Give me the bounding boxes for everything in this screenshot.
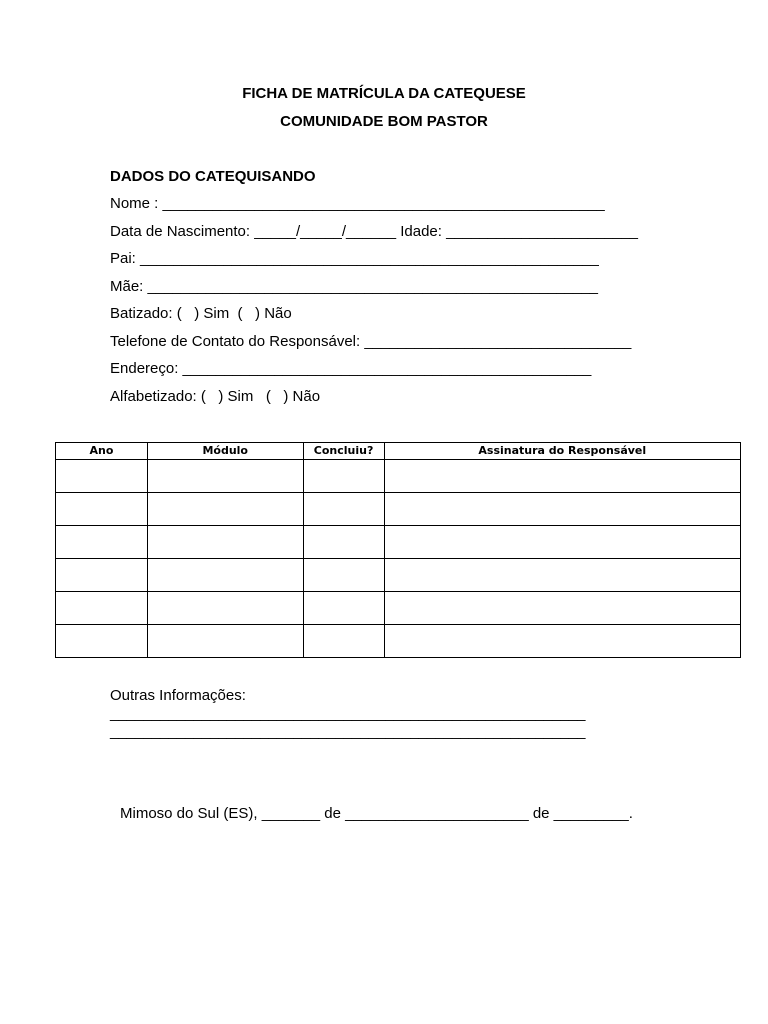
table-header-row bbox=[56, 443, 741, 460]
table-cell bbox=[56, 526, 148, 559]
other-info-line: _________________________________________________________ bbox=[110, 723, 586, 740]
table-cell bbox=[147, 460, 303, 493]
table-row bbox=[56, 493, 741, 526]
table-row bbox=[56, 625, 741, 658]
table-cell bbox=[56, 592, 148, 625]
other-info-line: _________________________________________________________ bbox=[110, 705, 586, 722]
table-cell bbox=[384, 559, 740, 592]
table-cell bbox=[56, 460, 148, 493]
community-subtitle: COMUNIDADE BOM PASTOR bbox=[280, 113, 488, 130]
table-cell bbox=[303, 592, 384, 625]
table-cell bbox=[384, 625, 740, 658]
table-cell bbox=[147, 526, 303, 559]
table-cell bbox=[147, 592, 303, 625]
literate-field: Alfabetizado: ( ) Sim ( ) Não bbox=[110, 388, 321, 405]
table-cell bbox=[384, 493, 740, 526]
baptized-field: Batizado: ( ) Sim ( ) Não bbox=[110, 305, 292, 322]
table-row bbox=[56, 559, 741, 592]
table-cell bbox=[56, 559, 148, 592]
table-cell bbox=[56, 625, 148, 658]
table-cell bbox=[303, 493, 384, 526]
form-title: FICHA DE MATRÍCULA DA CATEQUESE bbox=[242, 85, 526, 102]
section-heading: DADOS DO CATEQUISANDO bbox=[110, 168, 316, 185]
column-header-signature: Assinatura do Responsável bbox=[384, 443, 740, 460]
table-cell bbox=[384, 526, 740, 559]
father-field: Pai: _______________________________________________________ bbox=[110, 250, 599, 267]
table-cell bbox=[56, 493, 148, 526]
table-cell bbox=[303, 625, 384, 658]
table-cell bbox=[303, 559, 384, 592]
column-header-module: Módulo bbox=[147, 443, 303, 460]
table-row bbox=[56, 526, 741, 559]
column-header-completed: Concluiu? bbox=[303, 443, 384, 460]
table-row bbox=[56, 592, 741, 625]
address-field: Endereço: _________________________________________________ bbox=[110, 360, 592, 377]
table-cell bbox=[147, 559, 303, 592]
table-cell bbox=[303, 526, 384, 559]
table-row bbox=[56, 460, 741, 493]
birthdate-age-field: Data de Nascimento: _____/_____/______ Idade: _______________________ bbox=[110, 223, 638, 240]
table-cell bbox=[303, 460, 384, 493]
mother-field: Mãe: ______________________________________________________ bbox=[110, 278, 598, 295]
enrollment-table bbox=[55, 442, 741, 658]
place-date-line: Mimoso do Sul (ES), _______ de ______________________ de _________. bbox=[120, 805, 633, 822]
other-info-label: Outras Informações: bbox=[110, 687, 246, 704]
name-field: Nome : _____________________________________________________ bbox=[110, 195, 605, 212]
table-cell bbox=[147, 625, 303, 658]
table-cell bbox=[384, 460, 740, 493]
table-cell bbox=[384, 592, 740, 625]
table-cell bbox=[147, 493, 303, 526]
guardian-phone-field: Telefone de Contato do Responsável: ________________________________ bbox=[110, 333, 632, 350]
column-header-year: Ano bbox=[56, 443, 148, 460]
